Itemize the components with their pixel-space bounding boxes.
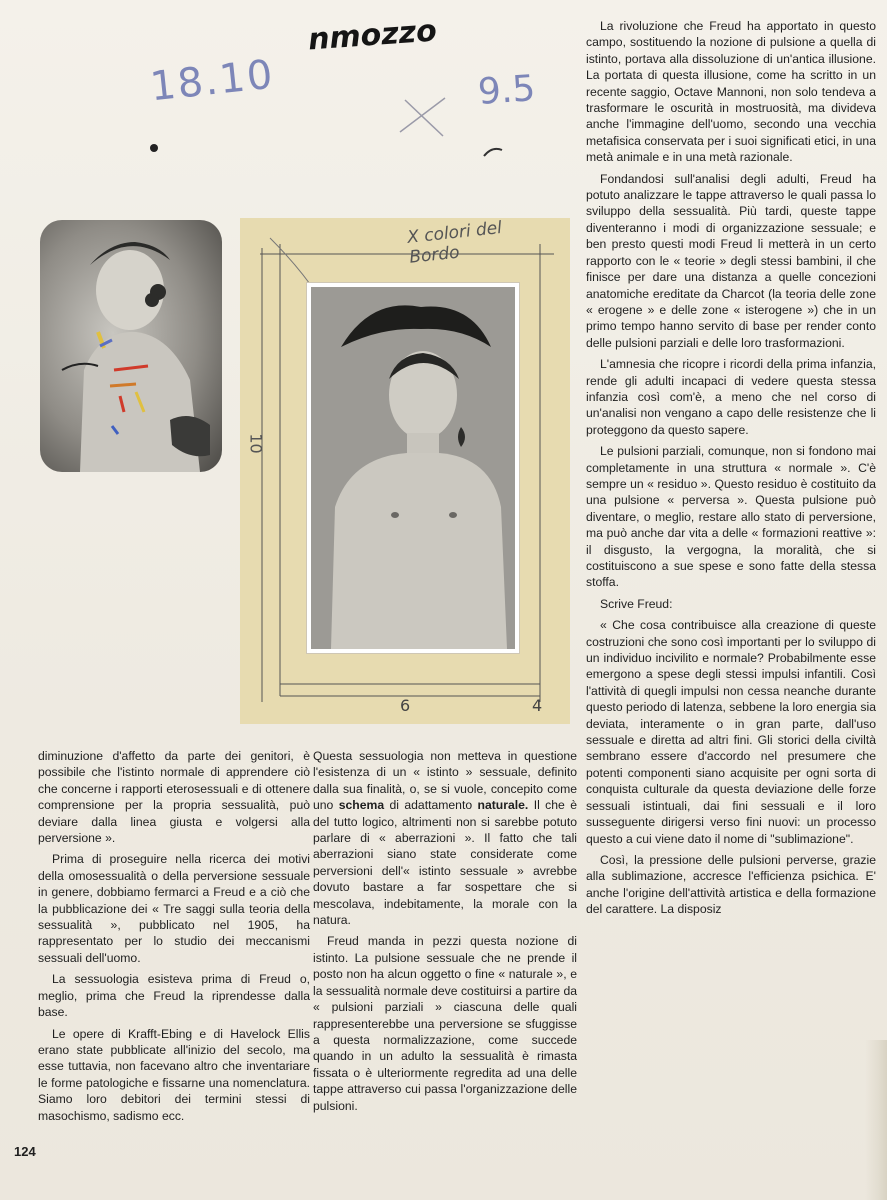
left-paragraph-1: diminuzione d'affetto da parte dei genitori, è possibile che l'istinto normale di apprendere ciò che concerne i rapporti eterosessuali e di ottenere comprensione per la propria sessualità, può deviare dalla linea giusta e volgersi alla perversione ». xyxy=(38,749,310,846)
left-paragraph-3: La sessuologia esisteva prima di Freud o, meglio, prima che Freud la riprendesse dalla base. xyxy=(38,972,310,1020)
small-photo-illustration xyxy=(40,220,222,472)
right-paragraph-2: Fondandosi sull'analisi degli adulti, Freud ha potuto analizzare le tappe attraverso le quali passa lo sviluppo della sessualità. Più tardi, queste tappe diventeranno i modi di organizzazione sessuale; e ben presto questi modi Freud li metterà in un certo rapporto con le « teorie » degli stessi bambini, il che finisce per dare una distanza a quelle concezioni anatomiche ereditate da Charcot (la teoria delle zone « erogene » e delle zone « isterogene ») che in un primo tempo hanno servito di base per render conto delle pulsioni parziali e delle loro trasformazioni. xyxy=(586,171,876,350)
right-paragraph-1: La rivoluzione che Freud ha apportato in questo campo, sostituendo la nozione di pulsione a quella di istinto, portava alla dissoluzione di un'antica illusione. La portata di questa illusione, come ha scritto in un recente saggio, Octave Mannoni, non solo tendeva a trasformare le oscurità in mostruosità, ma divideva anche l'immagine dell'uomo, secondo una vecchia metafisica conservata per i suoi significati etici, in una metà animale e in una metà razionale. xyxy=(586,19,876,165)
middle-paragraph-1-c: di adattamento xyxy=(384,798,478,813)
left-paragraph-4: Le opere di Krafft-Ebing e di Havelock Ellis erano state pubblicate all'inizio del secolo, ma esse tuttavia, non facevano altro che inventariare le forme patologiche e fissarne una nomenclatura. Siamo loro debitori dei termini stessi di masochismo, sadismo ecc. xyxy=(38,1026,310,1123)
small-photo-boy-with-grapes xyxy=(40,220,222,472)
handwritten-measure-side: 10 xyxy=(246,433,266,454)
ink-tick-mark xyxy=(482,144,506,160)
handwritten-color-note: X colori del Bordo xyxy=(406,218,503,268)
torn-corner xyxy=(865,1040,887,1200)
right-paragraph-4: Le pulsioni parziali, comunque, non si fondono mai completamente in una struttura « normale ». C'è sempre un « residuo ». Questo residuo è costituito da una pulsione « perversa ». Questa pulsione può diventare, o meglio, restare allo stato di perversione, ma può anche dar vita a delle « formazioni reattive »: il disgusto, la vergogna, la moralità, che si costituiscono a sue spese e sono fatte della stessa stoffa. xyxy=(586,444,876,590)
left-paragraph-2: Prima di proseguire nella ricerca dei motivi della omosessualità o della perversione sessuale in genere, dobbiamo fermarci a Freud e a ciò che la pubblicazione dei « Tre saggi sulla teoria della sessualità », pubblicato nel 1905, ha rappresentato per lo studio dei meccanismi sessuali dell'uomo. xyxy=(38,852,310,965)
main-photo-illustration xyxy=(311,287,515,649)
right-paragraph-5: Scrive Freud: xyxy=(600,596,673,611)
right-paragraph-3: L'amnesia che ricopre i ricordi della prima infanzia, rende gli adulti incapaci di vedere questa stessa infanzia così com'è, a meno che nel corso di un'analisi non vengano a capo delle resistenze che li proteggono da questo sapere. xyxy=(586,357,876,437)
page-number: 124 xyxy=(14,1144,36,1159)
main-photo-boy-with-vine-wreath xyxy=(311,287,515,649)
right-paragraph-6: « Che cosa contribuisce alla creazione di queste costruzioni che sono così importanti per lo sviluppo di un individuo incivilito e normale? Probabilmente esse emergono a spese degli stessi impulsi infantili. Così l'attività di quegli impulsi non cessa neanche durante questo periodo di latenza, sebbene la loro energia sia deviata, interamente o in gran parte, dall'uso sessuale e diretta ad altri fini. Gli storici della civiltà sembrano essere d'accordo nel presumere che potenti componenti siano acquisite per ogni sorta di conquista culturale da questa deviazione delle forze sessuali istintuali, dai fini sessuali e il loro susseguente dirigersi verso fini nuovi: un processo questo a cui viene dato il nome di "sublimazione". xyxy=(586,618,876,846)
middle-bold-schema: schema xyxy=(338,798,385,813)
handwritten-signature: nmozzo xyxy=(306,13,438,58)
middle-paragraph-1 xyxy=(313,748,577,928)
middle-paragraph-1-d: Il che è del tutto logico, altrimenti non si sarebbe potuto parlare di « aberrazioni ». Il fatto che tali aberrazioni siano state considerate come perversioni dell'« istinto sessuale » avrebbe dovuto bastare a far sospettare che si mescolava, indebitamente, la morale con la natura. xyxy=(313,798,577,928)
main-photo-frame xyxy=(306,282,520,654)
middle-column xyxy=(313,748,577,1114)
middle-bold-naturale: naturale. xyxy=(477,798,529,813)
left-column xyxy=(38,748,310,1124)
ink-dot-mark xyxy=(148,142,160,154)
handwritten-measure-bottom: 6 xyxy=(400,696,411,715)
middle-paragraph-1-a: Questa sessuologia non metteva in questione l'esistenza di un « istinto » sessuale, definito dalla sua finalità, o, se si vuole, concepito come uno xyxy=(313,749,577,813)
handwritten-number: 9.5 xyxy=(476,68,537,113)
right-column xyxy=(586,18,876,918)
handwritten-measure-right: 4 xyxy=(532,696,543,715)
pencil-cross-mark xyxy=(395,92,455,142)
right-paragraph-7: Così, la pressione delle pulsioni perverse, grazie alla sublimazione, accresce l'efficienza psichica. E' anche l'origine dell'attività artistica e della formazione del carattere. La disposiz xyxy=(586,852,876,917)
handwritten-date: 18.10 xyxy=(147,51,277,111)
middle-paragraph-2: Freud manda in pezzi questa nozione di istinto. La pulsione sessuale che ne prende il posto non ha alcun oggetto o fine « naturale », e la sessualità normale deve costituirsi a partire da « pulsioni parziali » ciascuna delle quali rappresenterebbe una perversione se sfuggisse a questa normalizzazione, come succede quando in un adulto la sessualità è rimasta fissata o è ulteriormente regredita ad una delle tappe attraverso cui passa l'organizzazione delle pulsioni. xyxy=(313,934,577,1113)
